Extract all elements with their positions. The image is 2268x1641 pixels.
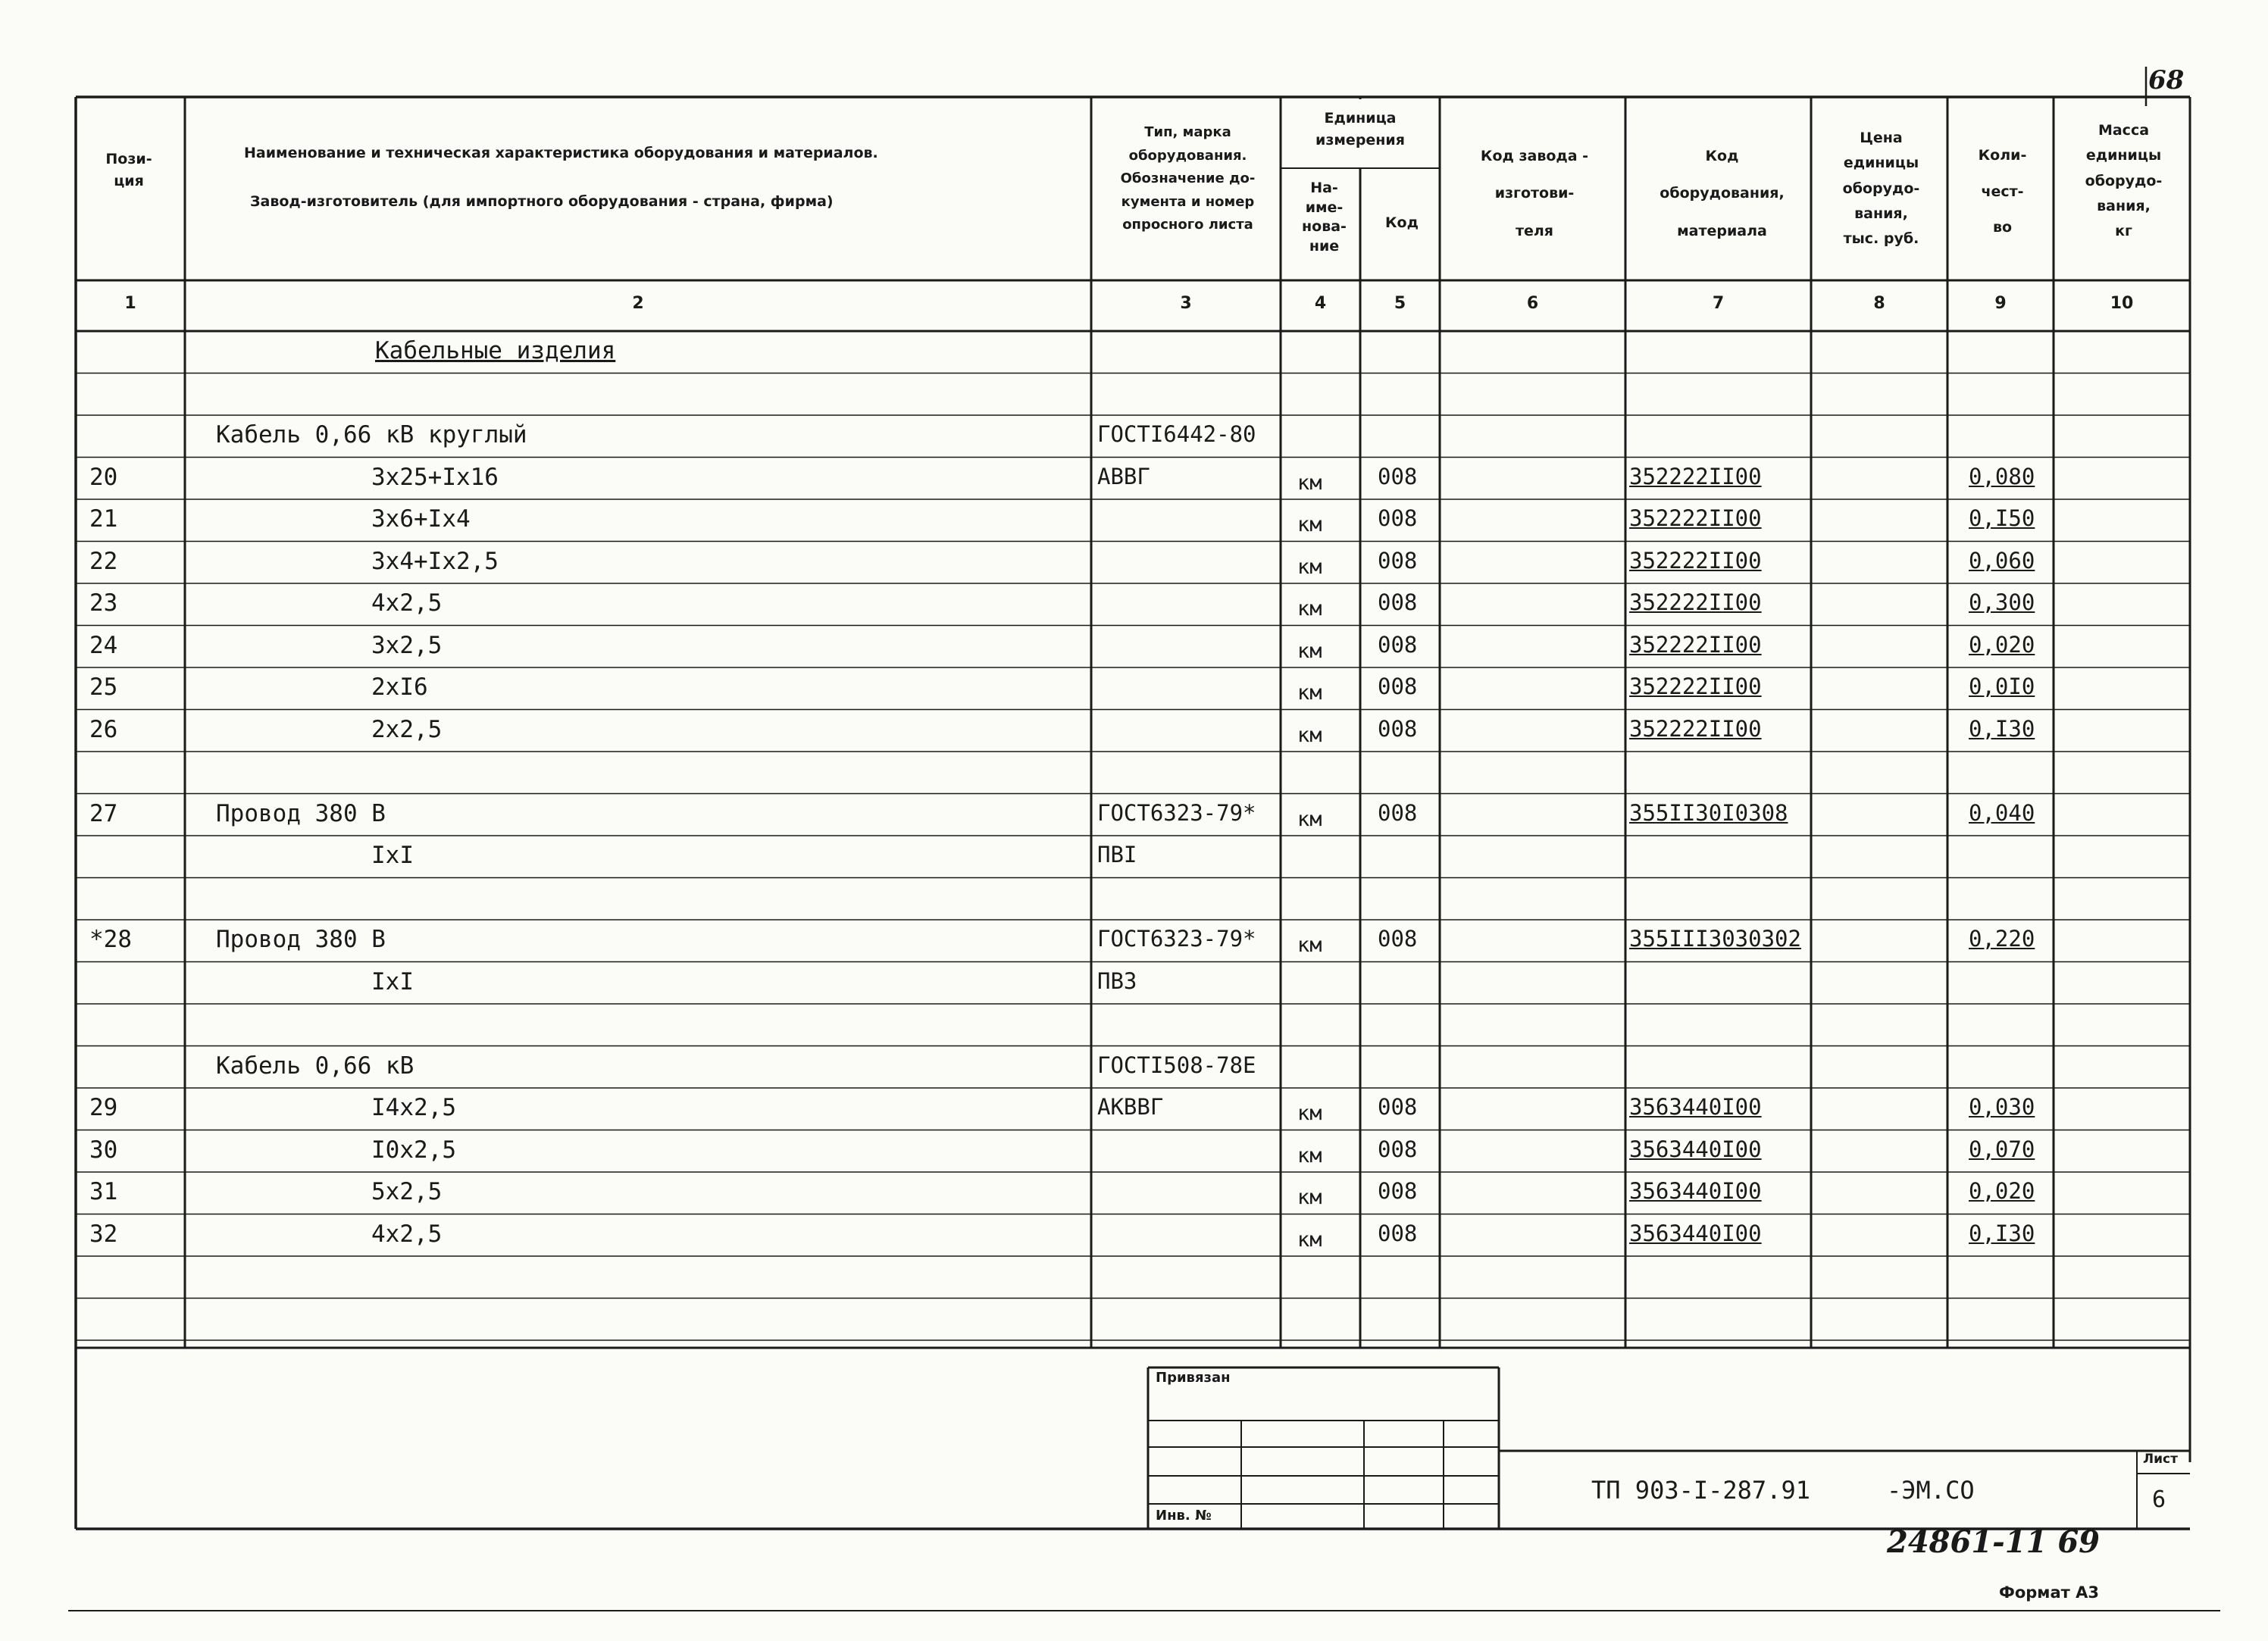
cell-unit: км	[1297, 807, 1322, 831]
cell-name: 2хI6	[371, 674, 428, 701]
cell-equip: 355II30I0308	[1629, 799, 1788, 826]
cell-qty: 0,020	[1969, 1178, 2035, 1204]
cell-code: 008	[1378, 505, 1418, 531]
cell-equip: 352222II00	[1629, 631, 1762, 658]
cell-name: IхI	[371, 842, 414, 869]
cell-type: ПВI	[1097, 842, 1137, 867]
cell-pos: 22	[89, 547, 118, 575]
cell-code: 008	[1378, 631, 1418, 658]
cell-unit: км	[1297, 723, 1322, 747]
cell-pos: 25	[89, 674, 118, 701]
column-number: 5	[1394, 294, 1406, 313]
cell-equip: 352222II00	[1629, 715, 1762, 742]
header-unit: Единица измерения	[1315, 110, 1405, 149]
document-suffix: -ЭМ.СО	[1887, 1476, 1975, 1505]
column-number: 1	[124, 294, 136, 313]
cell-pos: 20	[89, 463, 118, 491]
cell-name: 3х2,5	[371, 631, 443, 659]
cell-name: I4х2,5	[371, 1094, 456, 1121]
cell-equip: 352222II00	[1629, 674, 1762, 699]
cell-pos: 31	[89, 1178, 118, 1205]
cell-unit: км	[1297, 470, 1322, 495]
cell-equip: 355III3030302	[1629, 926, 1801, 952]
column-number: 3	[1180, 294, 1192, 313]
cell-unit: км	[1297, 1102, 1322, 1125]
cell-type: ГОСТI508-78Е	[1097, 1052, 1256, 1078]
cell-unit: км	[1297, 1186, 1322, 1209]
cell-name: 3х25+Iх16	[371, 463, 499, 491]
cell-name: 3х6+Iх4	[371, 505, 471, 533]
cell-code: 008	[1378, 1220, 1418, 1246]
archive-number: 24861-11 69	[1887, 1524, 2101, 1560]
cell-unit: км	[1297, 1143, 1322, 1167]
cell-name: IхI	[371, 967, 414, 996]
format-label: Формат А3	[1999, 1583, 2099, 1602]
cell-qty: 0,I30	[1969, 715, 2035, 742]
cell-name: 2х2,5	[371, 715, 443, 743]
cell-type: ПВ3	[1097, 967, 1137, 994]
cell-pos: 21	[89, 505, 118, 533]
cell-unit: км	[1297, 513, 1322, 536]
cell-pos: 23	[89, 589, 118, 617]
cell-equip: 352222II00	[1629, 589, 1762, 615]
cell-name: 4х2,5	[371, 1220, 443, 1248]
cell-code: 008	[1378, 463, 1418, 489]
cell-qty: 0,060	[1969, 547, 2035, 574]
cell-name: I0х2,5	[371, 1136, 456, 1164]
cell-qty: 0,0I0	[1969, 674, 2035, 699]
cell-qty: 0,I30	[1969, 1220, 2035, 1246]
header-name-line1: Наименование и техническая характеристика оборудования и материалов.	[244, 145, 878, 161]
inv-label: Инв. №	[1156, 1508, 1212, 1524]
header-mass: Масса единицы оборудо- вания, кг	[2085, 122, 2163, 239]
cell-code: 008	[1378, 589, 1418, 615]
cell-unit: км	[1297, 555, 1322, 579]
cell-qty: 0,020	[1969, 631, 2035, 658]
cell-code: 008	[1378, 926, 1418, 952]
cell-pos: 26	[89, 715, 118, 743]
cell-qty: 0,I50	[1969, 505, 2035, 531]
column-number: 4	[1314, 294, 1327, 313]
header-unit-name: На- име- нова- ние	[1302, 180, 1347, 255]
cell-name: 5х2,5	[371, 1178, 443, 1205]
header-price: Цена единицы оборудо- вания, тыс. руб.	[1842, 130, 1920, 247]
column-number: 6	[1526, 294, 1539, 313]
cell-code: 008	[1378, 799, 1418, 826]
header-unit-code: Код	[1385, 214, 1419, 231]
cell-unit: км	[1297, 1227, 1322, 1252]
cell-qty: 0,030	[1969, 1094, 2035, 1120]
cell-code: 008	[1378, 1094, 1418, 1120]
cell-qty: 0,300	[1969, 589, 2035, 615]
document-code: ТП 903-I-287.91	[1591, 1476, 1810, 1505]
header-plant-code: Код завода - изготови- теля	[1480, 148, 1589, 239]
header-position: Пози- ция	[105, 151, 152, 190]
cell-pos: 30	[89, 1136, 118, 1164]
cell-equip: 352222II00	[1629, 505, 1762, 531]
cell-name: Кабель 0,66 кВ	[216, 1052, 414, 1080]
cell-unit: км	[1297, 639, 1322, 663]
column-number: 8	[1873, 294, 1885, 313]
cell-type: ГОСТ6323-79*	[1097, 799, 1256, 826]
cell-unit: км	[1297, 933, 1322, 957]
cell-name: 4х2,5	[371, 589, 443, 617]
cell-name: Кабель 0,66 кВ круглый	[216, 421, 527, 449]
cell-name: 3х4+Iх2,5	[371, 547, 499, 575]
cell-code: 008	[1378, 1178, 1418, 1204]
cell-code: 008	[1378, 674, 1418, 699]
cell-equip: 3563440I00	[1629, 1136, 1762, 1162]
cell-qty: 0,080	[1969, 463, 2035, 489]
cell-pos: 32	[89, 1220, 118, 1248]
bound-label: Привязан	[1156, 1370, 1231, 1386]
sheet-label: Лист	[2143, 1452, 2178, 1467]
cell-unit: км	[1297, 597, 1322, 620]
cell-name: Провод 380 В	[216, 799, 386, 827]
cell-equip: 352222II00	[1629, 463, 1762, 489]
column-number: 9	[1994, 294, 2007, 313]
cell-type: АКВВГ	[1097, 1094, 1164, 1120]
column-number: 2	[632, 294, 644, 313]
cell-unit: км	[1297, 681, 1322, 705]
sheet-number: 6	[2152, 1486, 2166, 1513]
cell-qty: 0,040	[1969, 799, 2035, 826]
cell-qty: 0,220	[1969, 926, 2035, 952]
cell-pos: 24	[89, 631, 118, 659]
header-quantity: Коли- чест- во	[1978, 147, 2027, 236]
cell-equip: 3563440I00	[1629, 1220, 1762, 1246]
cell-equip: 3563440I00	[1629, 1178, 1762, 1204]
cell-code: 008	[1378, 1136, 1418, 1162]
header-equipment-code: Код оборудования, материала	[1660, 148, 1785, 239]
header-name-line2: Завод-изготовитель (для импортного оборудования - страна, фирма)	[250, 193, 834, 210]
cell-qty: 0,070	[1969, 1136, 2035, 1162]
cell-equip: 352222II00	[1629, 547, 1762, 574]
cell-code: 008	[1378, 547, 1418, 574]
cell-pos: 29	[89, 1094, 118, 1121]
cell-name: Провод 380 В	[216, 926, 386, 953]
cell-code: 008	[1378, 715, 1418, 742]
column-number: 7	[1712, 294, 1725, 313]
cell-type: ГОСТI6442-80	[1097, 421, 1256, 447]
sheet-mark: 68	[2148, 65, 2185, 95]
column-number: 10	[2110, 294, 2134, 313]
header-type: Тип, марка оборудования. Обозначение до- кумента и номер опросного листа	[1120, 124, 1256, 233]
cell-pos: 27	[89, 799, 118, 827]
cell-type: ГОСТ6323-79*	[1097, 926, 1256, 952]
cell-pos: *28	[89, 926, 132, 953]
cell-section: Кабельные изделия	[375, 337, 616, 364]
cell-equip: 3563440I00	[1629, 1094, 1762, 1120]
cell-type: АВВГ	[1097, 463, 1150, 489]
